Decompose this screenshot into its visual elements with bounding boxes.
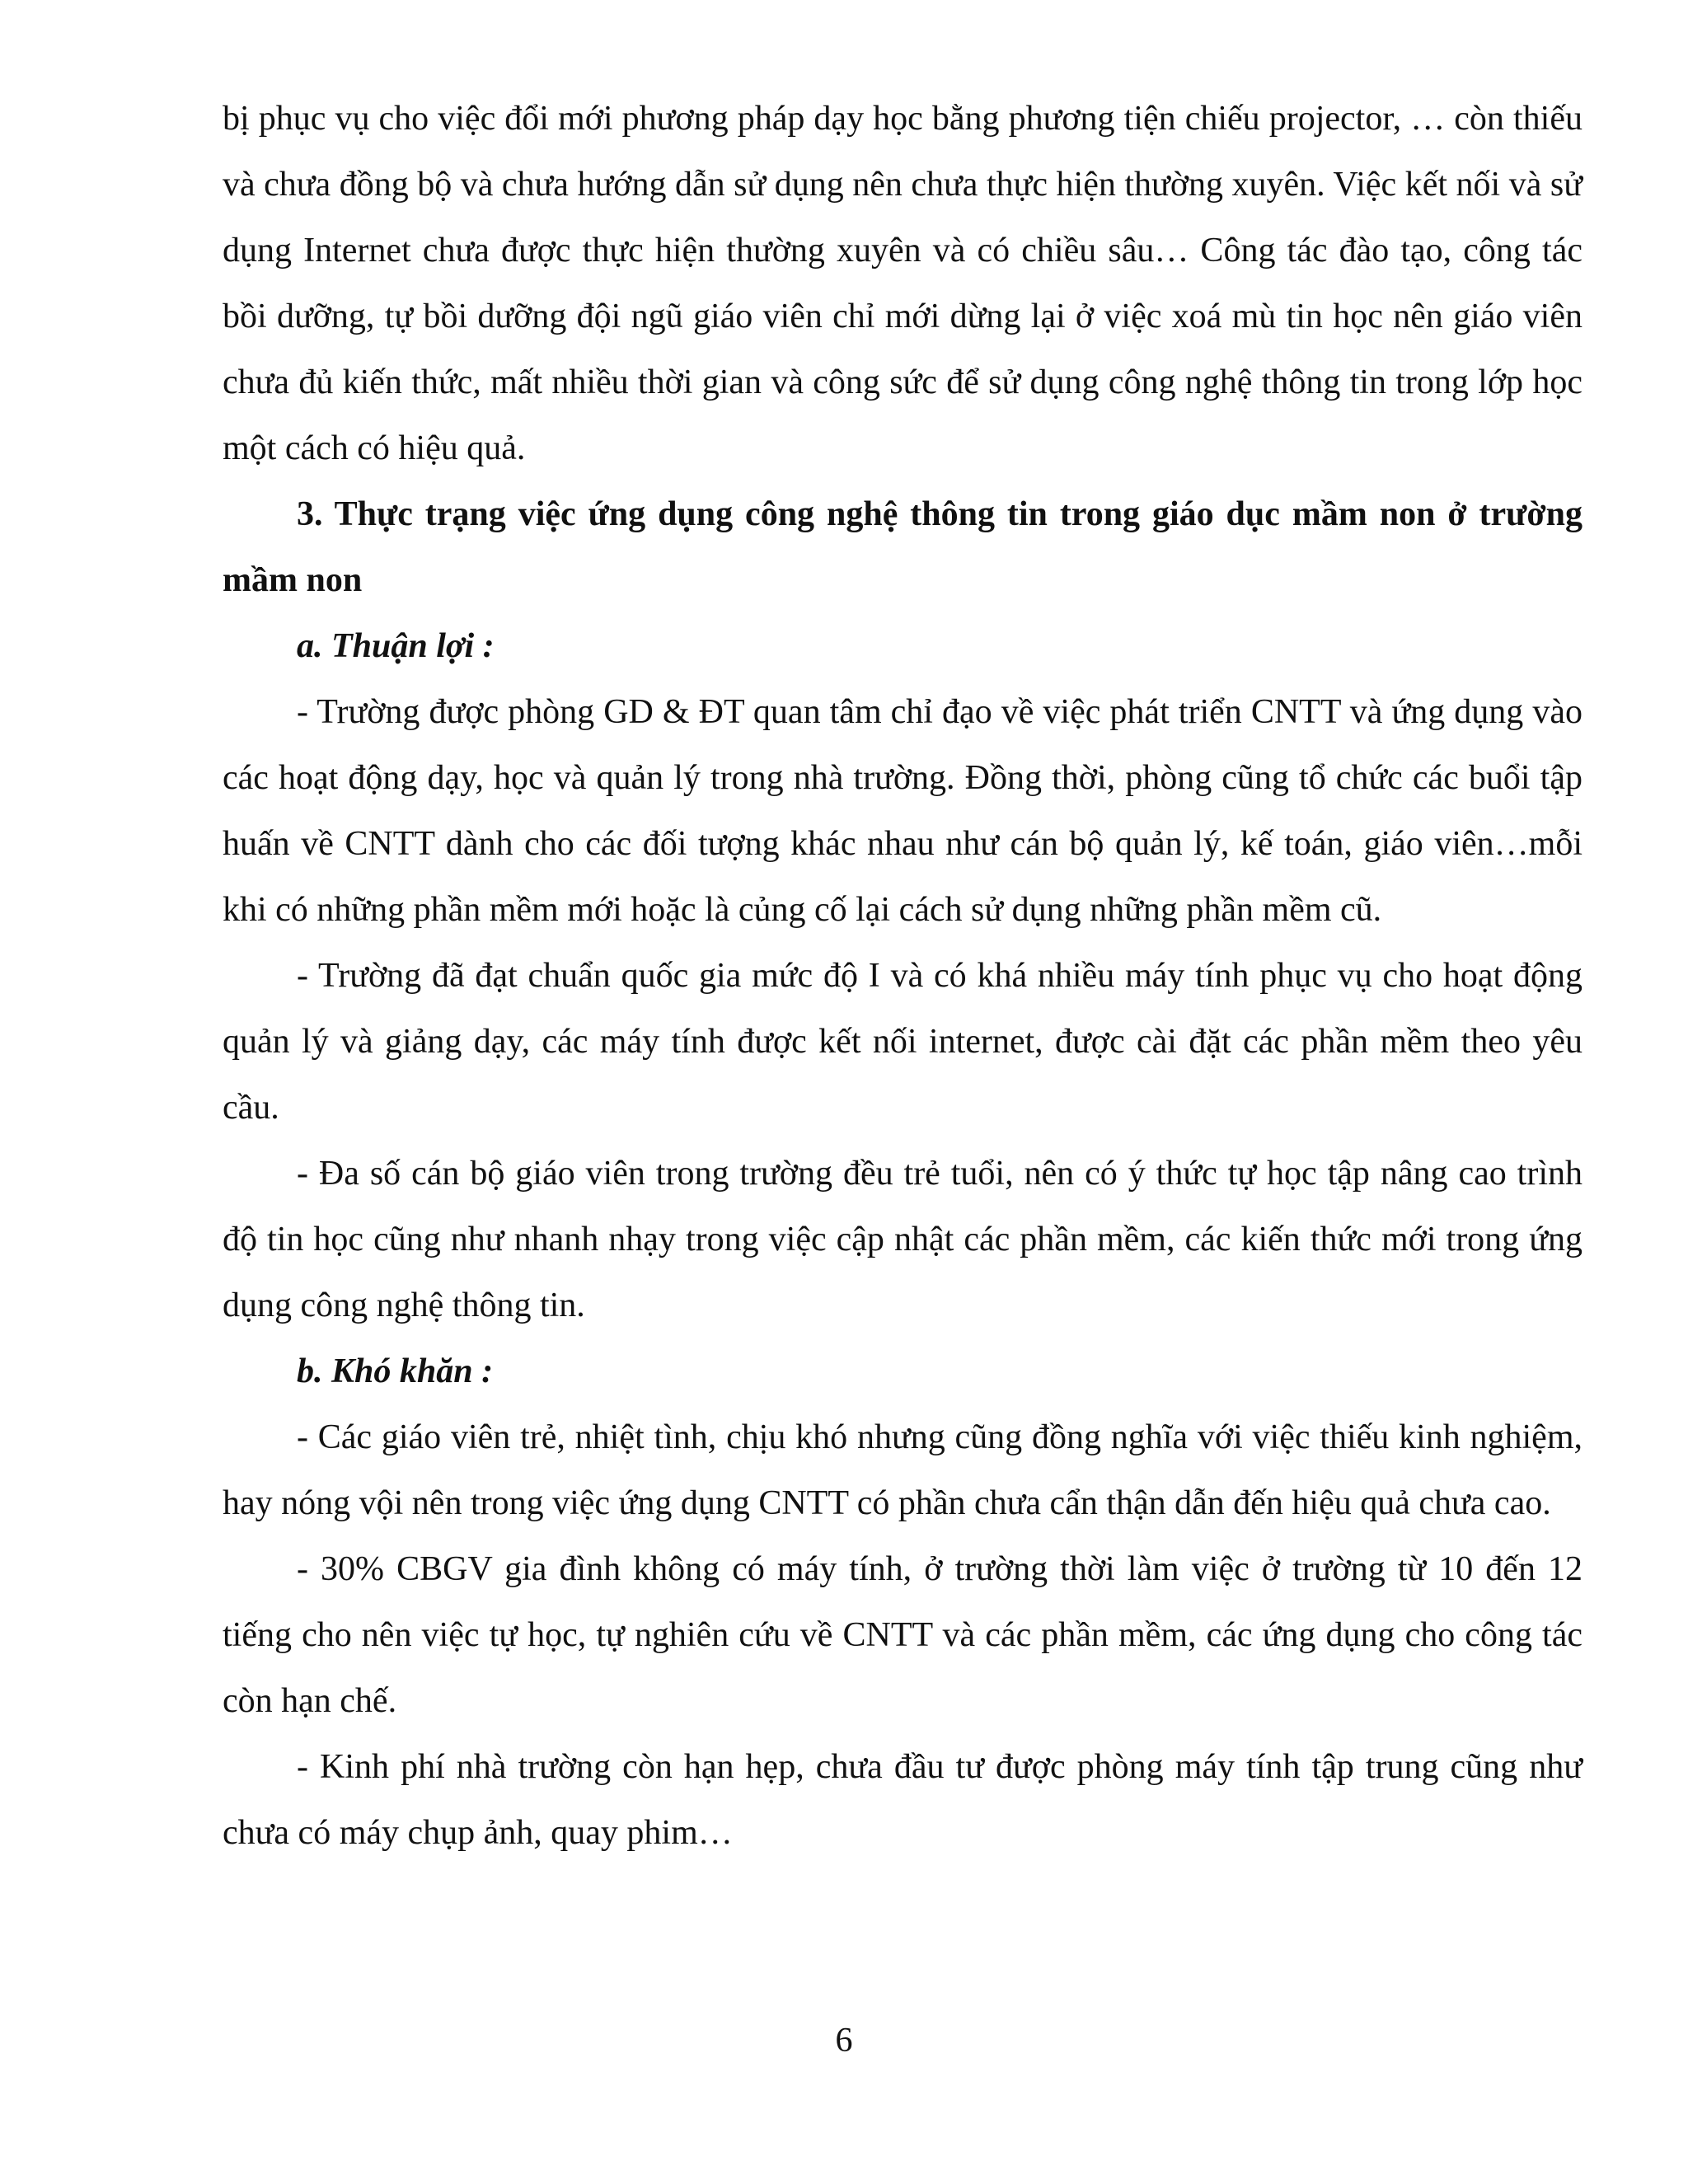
advantage-item: - Trường đã đạt chuẩn quốc gia mức độ I và có khá nhiều máy tính phục vụ cho hoạt động quản lý và giảng dạy, các máy tính được kết nối internet, được cài đặt các phần mềm theo yêu cầu. xyxy=(223,957,1582,1127)
section-heading: 3. Thực trạng việc ứng dụng công nghệ thông tin trong giáo dục mầm non ở trường mầm non xyxy=(223,495,1582,599)
advantage-item: - Đa số cán bộ giáo viên trong trường đều trẻ tuổi, nên có ý thức tự học tập nâng cao trình độ tin học cũng như nhanh nhạy trong việc cập nhật các phần mềm, các kiến thức mới trong ứng dụng công nghệ thông tin. xyxy=(223,1155,1582,1324)
page-number: 6 xyxy=(835,2022,853,2060)
document-page xyxy=(223,86,1582,1866)
difficulty-item: - Các giáo viên trẻ, nhiệt tình, chịu khó nhưng cũng đồng nghĩa với việc thiếu kinh nghiệm, hay nóng vội nên trong việc ứng dụng CNTT có phần chưa cẩn thận dẫn đến hiệu quả chưa cao. xyxy=(223,1418,1582,1522)
difficulty-item: - Kinh phí nhà trường còn hạn hẹp, chưa đầu tư được phòng máy tính tập trung cũng như chưa có máy chụp ảnh, quay phim… xyxy=(223,1748,1582,1852)
advantage-item: - Trường được phòng GD & ĐT quan tâm chỉ đạo về việc phát triển CNTT và ứng dụng vào các hoạt động dạy, học và quản lý trong nhà trường. Đồng thời, phòng cũng tổ chức các buổi tập huấn về CNTT dành cho các đối tượng khác nhau như cán bộ quản lý, kế toán, giáo viên…mỗi khi có những phần mềm mới hoặc là củng cố lại cách sử dụng những phần mềm cũ. xyxy=(223,693,1582,929)
advantages-heading: a. Thuận lợi : xyxy=(297,627,495,665)
difficulty-item: - 30% CBGV gia đình không có máy tính, ở trường thời làm việc ở trường từ 10 đến 12 tiếng cho nên việc tự học, tự nghiên cứu về CNTT và các phần mềm, các ứng dụng cho công tác còn hạn chế. xyxy=(223,1550,1582,1720)
intro-paragraph: bị phục vụ cho việc đổi mới phương pháp dạy học bằng phương tiện chiếu projector, … còn thiếu và chưa đồng bộ và chưa hướng dẫn sử dụng nên chưa thực hiện thường xuyên. Việc kết nối và sử dụng Internet chưa được thực hiện thường xuyên và có chiều sâu… Công tác đào tạo, công tác bồi dưỡng, tự bồi dưỡng đội ngũ giáo viên chỉ mới dừng lại ở việc xoá mù tin học nên giáo viên chưa đủ kiến thức, mất nhiều thời gian và công sức để sử dụng công nghệ thông tin trong lớp học một cách có hiệu quả. xyxy=(223,100,1582,467)
difficulties-heading: b. Khó khăn : xyxy=(297,1352,494,1390)
